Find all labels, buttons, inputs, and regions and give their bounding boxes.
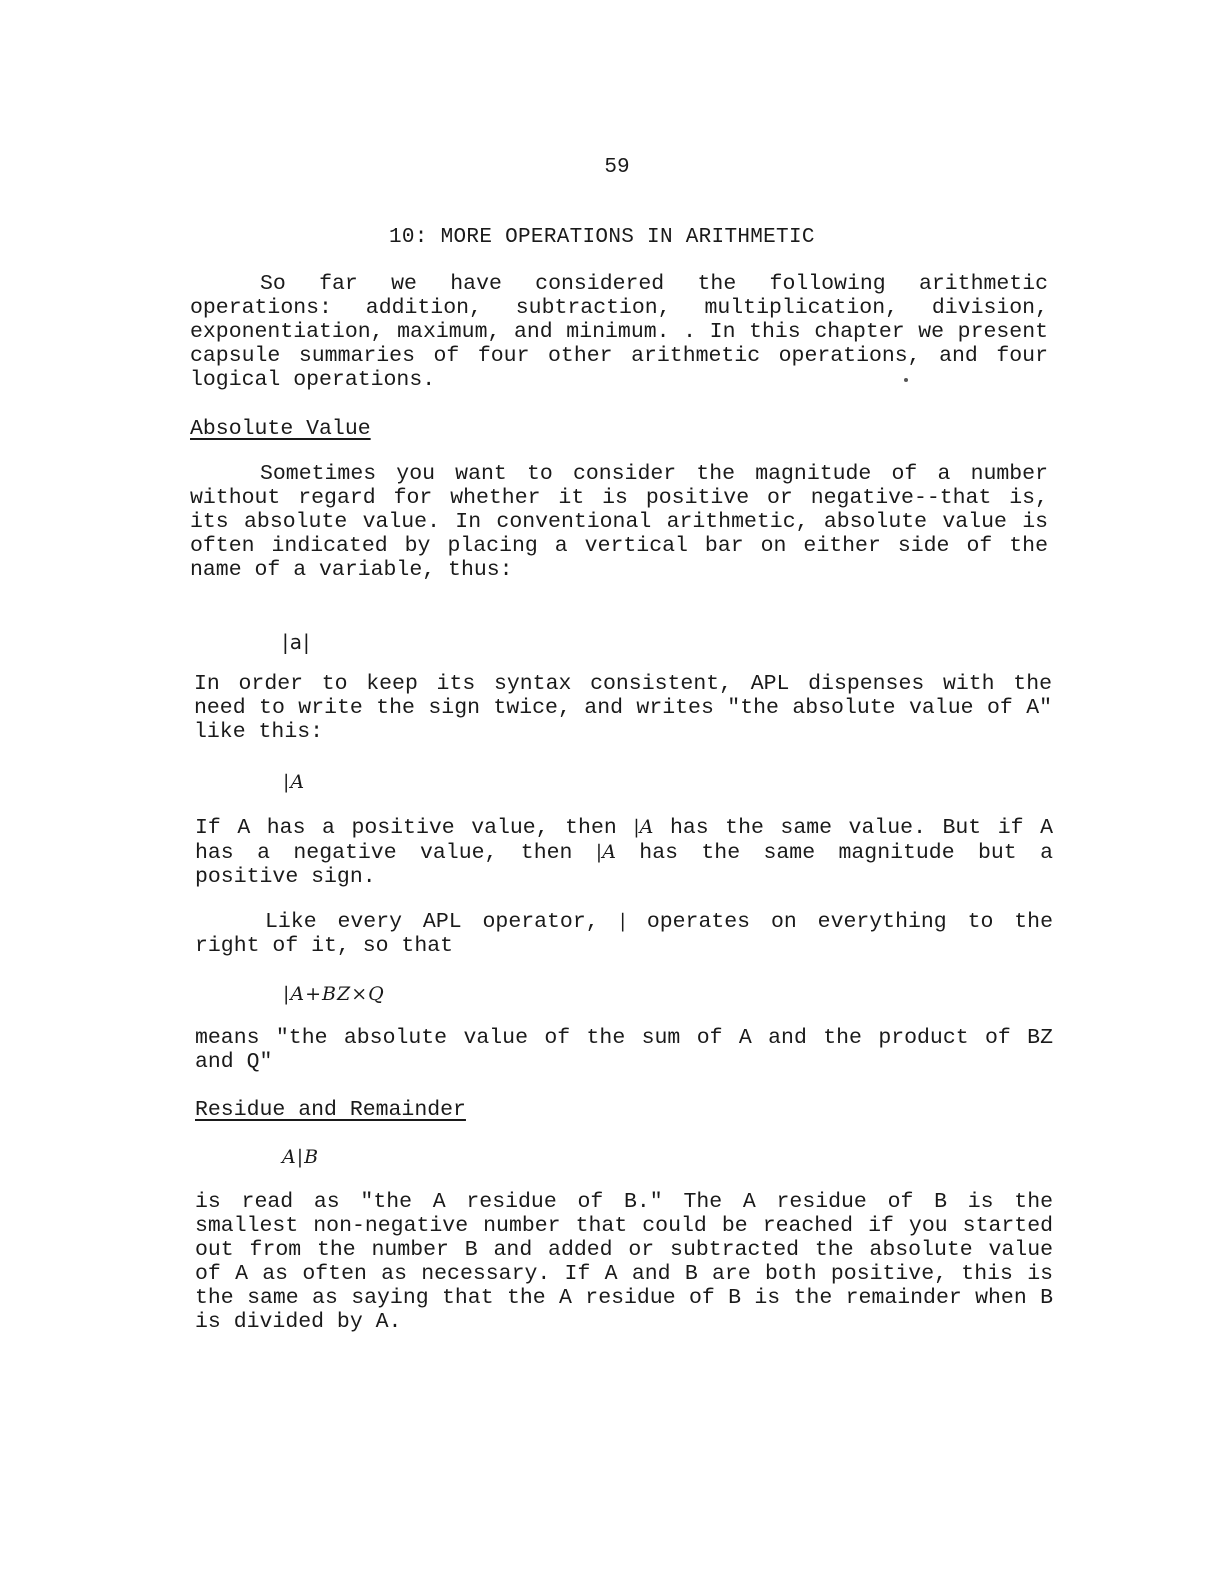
example-conventional-absolute: |a| (282, 630, 311, 654)
intro-paragraph: So far we have considered the following arithmetic operations: addition, subtraction, multiplication, division, exponentiation, maximum, and minimum. . In this chapter we present capsule summaries of four other arithmetic operations, and four logical operations. (190, 272, 1048, 392)
example-apl-expression: |A+BZ×Q (283, 983, 385, 1005)
paragraph-3-text-b: has the same value. But if A has a negative value, then (195, 816, 1053, 865)
stray-mark (904, 378, 908, 382)
page-number: 59 (604, 156, 630, 179)
inline-code-abs-a-2: |A (595, 841, 616, 863)
absolute-value-paragraph-4 (195, 909, 1053, 958)
absolute-value-paragraph-1: Sometimes you want to consider the magnitude of a number without regard for whether it is positive or negative--that is, its absolute value. In conventional arithmetic, absolute value is often indicated by placing a vertical bar on either side of the name of a variable, thus: (190, 462, 1048, 582)
section-heading-residue: Residue and Remainder (195, 1098, 466, 1122)
paragraph-4-text-b: operates on everything to the right of it, so that (195, 910, 1053, 958)
example-apl-residue: A|B (282, 1146, 320, 1168)
absolute-value-paragraph-3 (195, 815, 1053, 889)
inline-code-abs-a: |A (633, 816, 654, 838)
section-heading-absolute-value: Absolute Value (190, 417, 371, 441)
inline-code-bar: | (619, 910, 626, 932)
absolute-value-paragraph-2: In order to keep its syntax consistent, APL dispenses with the need to write the sign twice, and writes "the absolute value of A" like this: (194, 672, 1052, 744)
residue-paragraph-1: is read as "the A residue of B." The A residue of B is the smallest non-negative number that could be reached if you started out from the number B and added or subtracted the absolute value of A as often as necessary. If A and B are both positive, this is the same as saying that the A residue of B is the remainder when B is divided by A. (195, 1190, 1053, 1334)
chapter-title: 10: MORE OPERATIONS IN ARITHMETIC (389, 226, 815, 249)
absolute-value-paragraph-5: means "the absolute value of the sum of A and the product of BZ and Q" (195, 1026, 1053, 1074)
paragraph-4-text-a: Like every APL operator, (265, 910, 620, 934)
example-apl-absolute: |A (283, 771, 306, 793)
paragraph-3-text-c: has the same magnitude but a positive sign. (195, 841, 1053, 889)
paragraph-3-text-a: If A has a positive value, then (195, 816, 634, 840)
